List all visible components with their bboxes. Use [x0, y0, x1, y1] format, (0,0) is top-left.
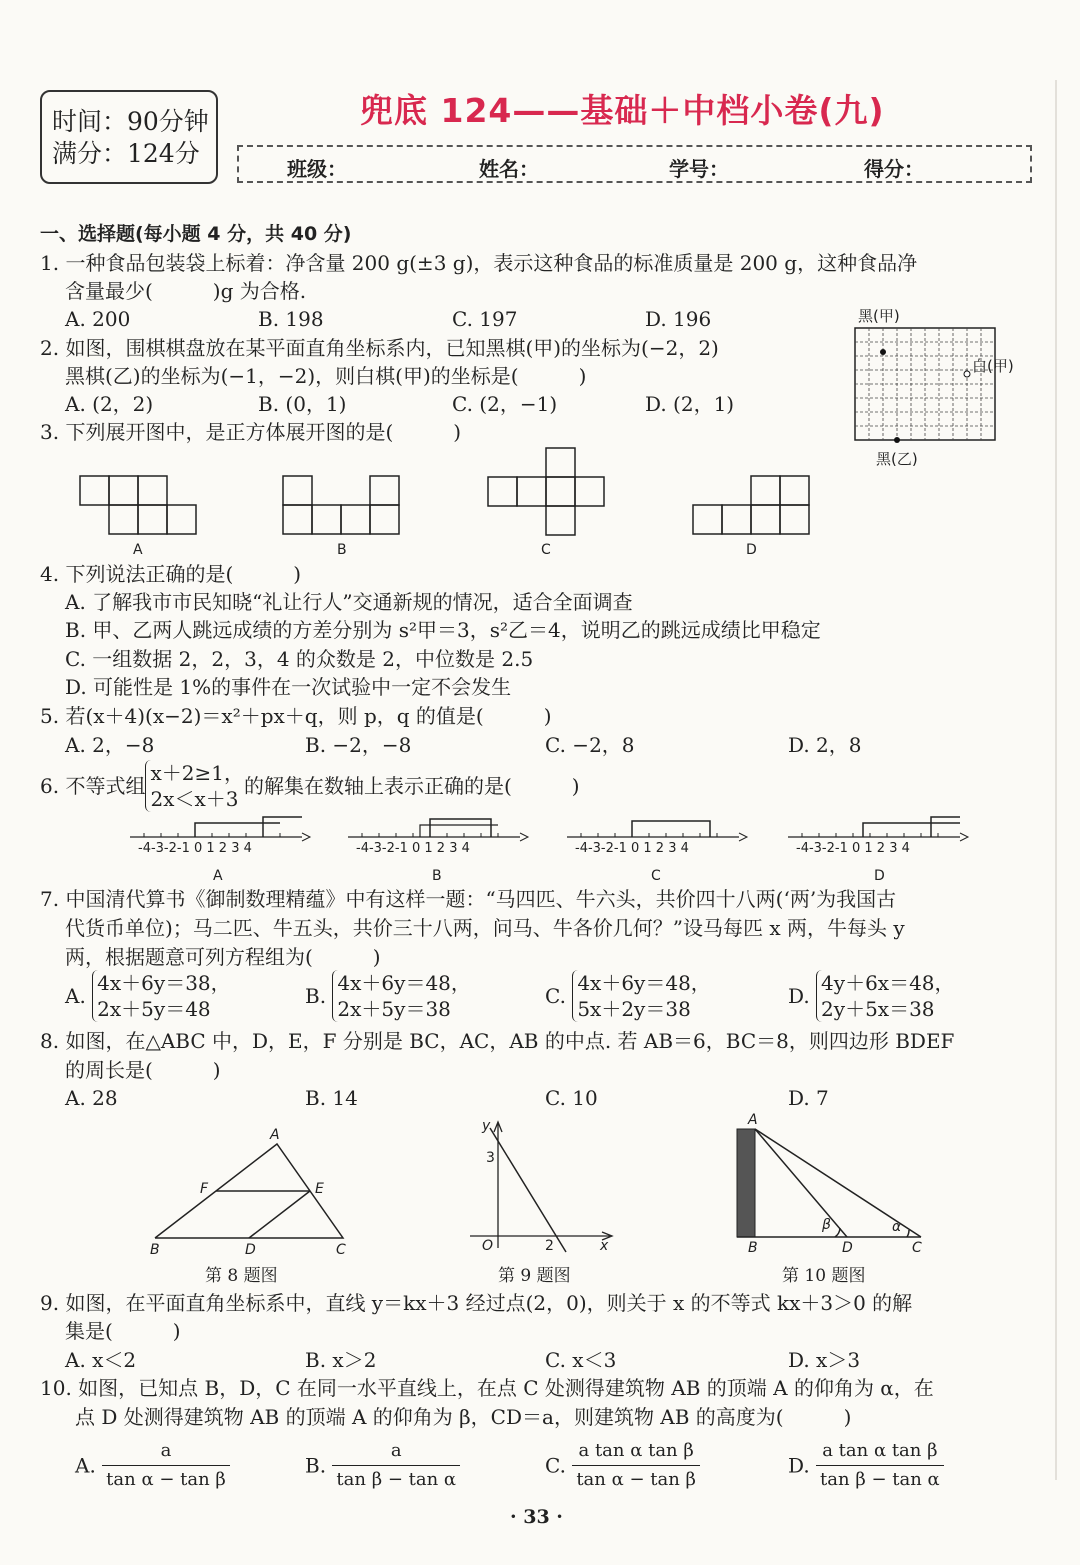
fig8-label-c: C: [336, 1242, 346, 1258]
q4-option-d: D. 可能性是 1%的事件在一次试验中一定不会发生: [65, 675, 512, 699]
q1-option-d: D. 196: [645, 307, 712, 331]
q7-option-b: B. 4x＋6y＝48， 2x＋5y＝38: [305, 971, 471, 1021]
q6-label-a: A: [213, 868, 223, 884]
q6-axis-c: -4-3-2-1 0 1 2 3 4: [575, 841, 689, 856]
time-label: 时间：90分钟: [52, 107, 209, 136]
q3-net-d: [693, 476, 811, 534]
q7-text-line3: 两，根据题意可列方程组为( ): [65, 945, 381, 969]
q9-text-line2: 集是( ): [65, 1319, 181, 1343]
fig9-label-2: 2: [545, 1238, 554, 1254]
q6-label-c: C: [651, 868, 661, 884]
q8-option-c: C. 10: [545, 1086, 598, 1110]
q6-label-d: D: [874, 868, 885, 884]
page-number: · 33 ·: [510, 1506, 563, 1528]
q2-option-d: D. (2，1): [645, 392, 735, 416]
black-stone-b: [894, 437, 900, 443]
q4-option-a: A. 了解我市市民知晓“礼让行人”交通新规的情况，适合全面调查: [65, 590, 633, 614]
q6-text: [40, 760, 580, 812]
name-field: 姓名：: [479, 157, 539, 181]
q9-option-c: C. x＜3: [545, 1348, 617, 1372]
black-stone-b-label: 黑(乙): [876, 450, 918, 468]
page-title: 兜底 124——基础＋中档小卷(九): [360, 91, 885, 130]
q9-option-b: B. x＞2: [305, 1348, 377, 1372]
q8-option-b: B. 14: [305, 1086, 358, 1110]
fig8-label-f: F: [200, 1181, 209, 1197]
q9-text-line1: 9. 如图，在平面直角坐标系中，直线 y＝kx＋3 经过点(2，0)，则关于 x 的不等式 kx＋3＞0 的解: [40, 1291, 913, 1315]
q9-option-d: D. x＞3: [788, 1348, 861, 1372]
q6-ineq-1: x＋2≥1，: [150, 761, 244, 785]
q7-text-line1: 7. 中国清代算书《御制数理精蕴》中有这样一题：“马四匹、牛六头，共价四十八两(‘两’为我国古: [40, 887, 897, 911]
q4-option-b: B. 甲、乙两人跳远成绩的方差分别为 s²甲＝3，s²乙＝4，说明乙的跳远成绩比甲稳定: [65, 618, 821, 642]
q1-text-line1: 1. 一种食品包装袋上标着：净含量 200 g(±3 g)，表示这种食品的标准质量是 200 g，这种食品净: [40, 251, 918, 275]
q3-net-b: [283, 476, 401, 534]
fig8-label-d: D: [245, 1242, 256, 1258]
q3-net-a: [80, 476, 198, 534]
q5-option-c: C. −2，8: [545, 733, 635, 757]
q7-text-line2: 代货币单位)；马二匹、牛五头，共价三十八两，问马、牛各价几何？”设马每匹 x 两，牛每头 y: [65, 916, 905, 940]
class-field: 班级：: [287, 157, 347, 181]
black-stone-a-label: 黑(甲): [858, 307, 900, 325]
q6-system: [145, 760, 244, 812]
fig9-label-3: 3: [486, 1150, 495, 1166]
score-label: 满分：124分: [52, 139, 200, 168]
q10-option-a: A. $\frac{a}{\text{tan α − tan β}}$: [75, 1437, 230, 1494]
fig10-caption: 第 10 题图: [782, 1266, 866, 1286]
fig9-caption: 第 9 题图: [498, 1266, 571, 1286]
fig8-label-b: B: [150, 1242, 160, 1258]
section-heading: 一、选择题(每小题 4 分，共 40 分): [40, 223, 352, 245]
q6-axis-a: -4-3-2-1 0 1 2 3 4: [138, 841, 252, 856]
q10-option-c: C. $\frac{\text{a tan α tan β}}{\text{tan α − tan β}}$: [545, 1437, 700, 1494]
q2-option-b: B. (0，1): [258, 392, 347, 416]
q5-option-b: B. −2，−8: [305, 733, 412, 757]
fig10-label-b: B: [748, 1240, 758, 1256]
white-stone-a-label: 白(甲): [972, 357, 1014, 375]
q8-option-d: D. 7: [788, 1086, 829, 1110]
fig10-label-alpha: α: [892, 1219, 902, 1235]
q3-label-a: A: [133, 542, 143, 558]
fig9-label-x: x: [600, 1238, 609, 1254]
q5-option-a: A. 2，−8: [65, 733, 155, 757]
q1-text-line2: 含量最少( )g 为合格.: [65, 279, 307, 303]
q3-label-c: C: [541, 542, 551, 558]
q1-option-b: B. 198: [258, 307, 324, 331]
q2-option-a: A. (2，2): [65, 392, 154, 416]
q4-option-c: C. 一组数据 2，2，3，4 的众数是 2，中位数是 2.5: [65, 647, 534, 671]
q6-pre: 6. 不等式组: [40, 774, 146, 798]
info-box: [40, 90, 218, 184]
q2-text-line2: 黑棋(乙)的坐标为(−1，−2)，则白棋(甲)的坐标是( ): [65, 364, 587, 388]
q9-option-a: A. x＜2: [65, 1348, 137, 1372]
q5-text: 5. 若(x＋4)(x−2)＝x²＋px＋q，则 p，q 的值是( ): [40, 704, 552, 728]
go-board-figure: [855, 328, 995, 440]
q7-option-a: A. 4x＋6y＝38， 2x＋5y＝48: [65, 971, 231, 1021]
page-edge: [1055, 80, 1057, 1480]
q8-text-line1: 8. 如图，在△ABC 中，D，E，F 分别是 BC，AC，AB 的中点. 若 AB＝6，BC＝8，则四边形 BDEF: [40, 1029, 955, 1053]
black-stone-a: [880, 349, 886, 355]
q6-axis-d: -4-3-2-1 0 1 2 3 4: [796, 841, 910, 856]
figure-9-graph: [470, 1120, 620, 1250]
q3-label-b: B: [337, 542, 347, 558]
q6-post: 的解集在数轴上表示正确的是( ): [243, 774, 580, 798]
fig10-label-beta: β: [822, 1217, 831, 1233]
student-info-fields: [237, 145, 1032, 183]
q10-text-line2: 点 D 处测得建筑物 AB 的顶端 A 的仰角为 β，CD＝a，则建筑物 AB 的高度为( ): [75, 1405, 852, 1429]
q4-text: 4. 下列说法正确的是( ): [40, 562, 302, 586]
q2-text-line1: 2. 如图，围棋棋盘放在某平面直角坐标系内，已知黑棋(甲)的坐标为(−2，2): [40, 336, 719, 360]
fig8-label-e: E: [315, 1181, 324, 1197]
q6-label-b: B: [432, 868, 442, 884]
fig10-label-d: D: [842, 1240, 853, 1256]
q2-option-c: C. (2，−1): [452, 392, 558, 416]
q1-option-c: C. 197: [452, 307, 518, 331]
q8-text-line2: 的周长是( ): [65, 1058, 221, 1082]
q8-option-a: A. 28: [65, 1086, 118, 1110]
fig10-label-c: C: [912, 1240, 922, 1256]
fig8-caption: 第 8 题图: [205, 1266, 278, 1286]
fig9-label-y: y: [482, 1118, 491, 1134]
q3-net-c: [488, 448, 606, 535]
q10-text-line1: 10. 如图，已知点 B，D，C 在同一水平直线上，在点 C 处测得建筑物 AB 的顶端 A 的仰角为 α，在: [40, 1376, 934, 1400]
q7-option-c: C. 4x＋6y＝48， 5x＋2y＝38: [545, 971, 711, 1021]
q3-text: 3. 下列展开图中，是正方体展开图的是( ): [40, 420, 462, 444]
q6-axis-b: -4-3-2-1 0 1 2 3 4: [356, 841, 470, 856]
q6-ineq-2: 2x＜x＋3: [150, 787, 239, 811]
q3-label-d: D: [746, 542, 757, 558]
q7-option-d: D. 4y＋6x＝48， 2y＋5x＝38: [788, 971, 955, 1021]
q10-option-d: D. $\frac{\text{a tan α tan β}}{\text{tan β − tan α}}$: [788, 1437, 944, 1494]
fig10-label-a: A: [748, 1112, 758, 1128]
q5-option-d: D. 2，8: [788, 733, 862, 757]
student-id-field: 学号：: [669, 157, 729, 181]
fig8-label-a: A: [270, 1127, 280, 1143]
q10-option-b: B. $\frac{a}{\text{tan β − tan α}}$: [305, 1437, 460, 1494]
q1-option-a: A. 200: [65, 307, 131, 331]
score-field: 得分：: [864, 157, 924, 181]
fig9-label-origin: O: [482, 1238, 494, 1254]
white-stone-a: [964, 371, 970, 377]
